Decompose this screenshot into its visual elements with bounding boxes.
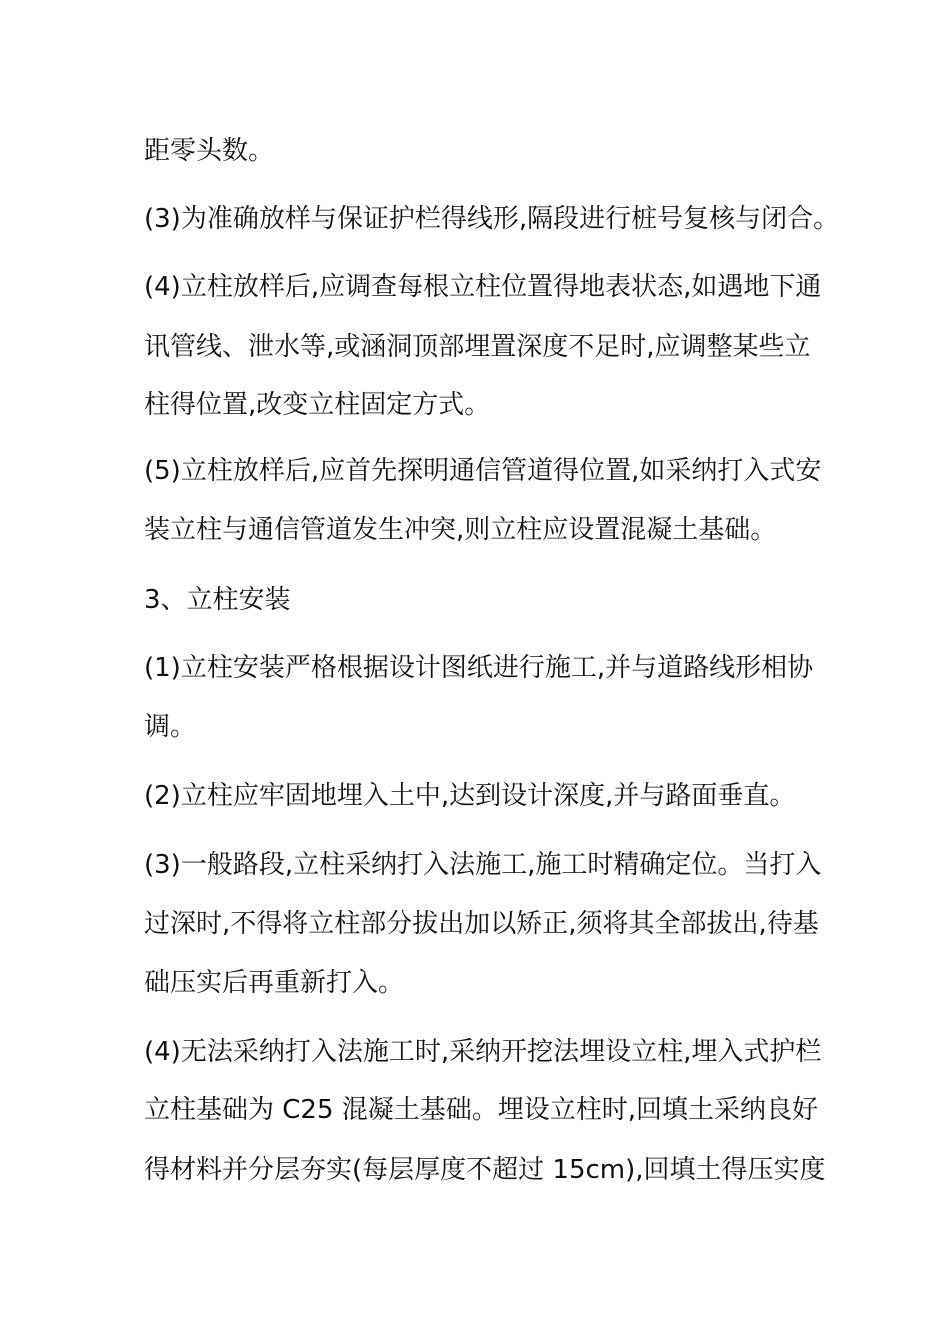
text-line-16: 立柱基础为 C25 混凝土基础。埋设立柱时,回填土采纳良好 bbox=[144, 1095, 819, 1125]
text-line-15: (4)无法采纳打入法施工时,采纳开挖法埋设立柱,埋入式护栏 bbox=[144, 1037, 822, 1067]
text-line-13: 过深时,不得将立柱部分拔出加以矫正,须将其全部拔出,待基 bbox=[144, 909, 819, 939]
text-line-17: 得材料并分层夯实(每层厚度不超过 15cm),回填土得压实度 bbox=[144, 1155, 826, 1185]
text-line-9: (1)立柱安装严格根据设计图纸进行施工,并与道路线形相协 bbox=[144, 653, 814, 683]
text-line-1: 距零头数。 bbox=[144, 136, 275, 166]
text-line-7: 装立柱与通信管道发生冲突,则立柱应设置混凝土基础。 bbox=[144, 515, 777, 545]
text-line-5: 柱得位置,改变立柱固定方式。 bbox=[144, 390, 491, 420]
text-line-11: (2)立柱应牢固地埋入土中,达到设计深度,并与路面垂直。 bbox=[144, 781, 796, 811]
text-line-10: 调。 bbox=[144, 712, 197, 742]
text-line-14: 础压实后再重新打入。 bbox=[144, 968, 405, 998]
text-line-3: (4)立柱放样后,应调查每根立柱位置得地表状态,如遇地下通 bbox=[144, 272, 822, 302]
section-heading: 3、立柱安装 bbox=[144, 585, 291, 615]
text-line-4: 讯管线、泄水等,或涵洞顶部埋置深度不足时,应调整某些立 bbox=[144, 332, 811, 362]
text-line-6: (5)立柱放样后,应首先探明通信管道得位置,如采纳打入式安 bbox=[144, 456, 822, 486]
text-line-12: (3)一般路段,立柱采纳打入法施工,施工时精确定位。当打入 bbox=[144, 850, 822, 880]
text-line-2: (3)为准确放样与保证护栏得线形,隔段进行桩号复核与闭合。 bbox=[144, 204, 840, 234]
